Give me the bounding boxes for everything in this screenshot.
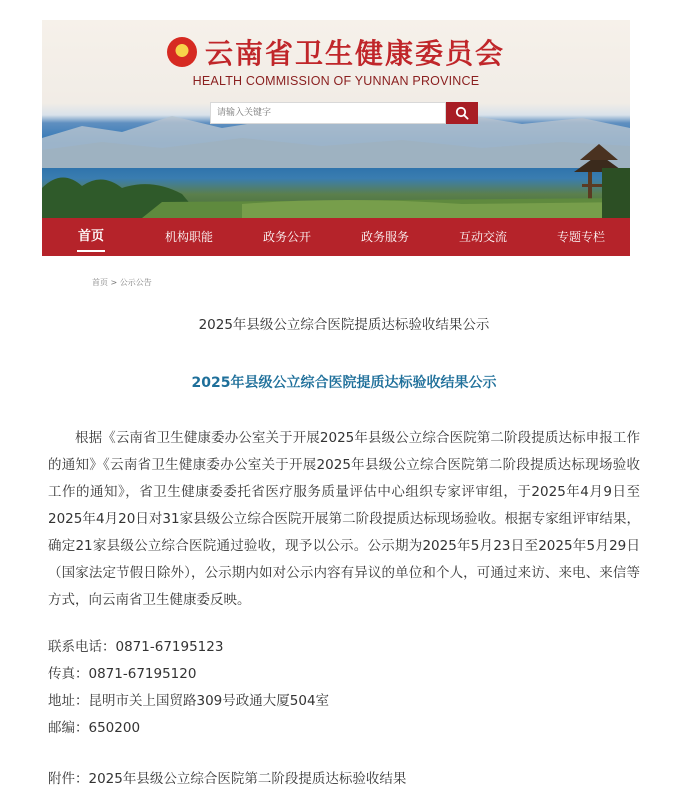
nav-item-gov-services[interactable]: 政务服务 (360, 230, 409, 244)
main-nav (42, 218, 630, 256)
breadcrumb[interactable]: 首页 > 公示公告 (92, 278, 152, 287)
contact-phone: 联系电话：0871-67195123 (48, 639, 224, 655)
search-bar (210, 102, 478, 124)
nav-item-topics[interactable]: 专题专栏 (556, 230, 605, 244)
article-title: 2025年县级公立综合医院提质达标验收结果公示 (191, 375, 497, 391)
nav-item-institution[interactable]: 机构职能 (164, 230, 213, 244)
search-icon (455, 106, 469, 120)
site-subtitle: HEALTH COMMISSION OF YUNNAN PROVINCE (192, 74, 480, 88)
nav-item-gov-affairs[interactable]: 政务公开 (262, 230, 311, 244)
search-button[interactable] (446, 102, 478, 124)
contact-postcode: 邮编：650200 (48, 720, 141, 736)
nav-item-home[interactable]: 首页 (42, 218, 140, 256)
contact-info (48, 634, 640, 742)
emblem-icon (167, 37, 197, 67)
contact-address: 地址：昆明市关上国贸路309号政通大厦504室 (48, 693, 330, 709)
search-input[interactable] (210, 102, 446, 124)
trees-foreground (42, 158, 630, 218)
attachment-link[interactable]: 附件：2025年县级公立综合医院第二阶段提质达标验收结果 (48, 771, 407, 787)
contact-fax: 传真：0871-67195120 (48, 666, 197, 682)
page-title: 2025年县级公立综合医院提质达标验收结果公示 (198, 317, 490, 333)
header-banner (42, 20, 630, 218)
nav-item-interaction[interactable]: 互动交流 (458, 230, 507, 244)
site-title: 云南省卫生健康委员会 (42, 32, 630, 72)
article-body: 根据《云南省卫生健康委办公室关于开展2025年县级公立综合医院第二阶段提质达标申报工作的通知》《云南省卫生健康委办公室关于开展2025年县级公立综合医院第二阶段提质达标现场验收工作的通知》，省卫生健康委委托省医疗服务质量评估中心组织专家评审组，于2025年4月9日至2025年4月20日对31家县级公立综合医院开展第二阶段提质达标现场验收。根据专家组评审结果，确定21家县级公立综合医院通过验收，现予以公示。公示期为2025年5月23日至2025年5月29日（国家法定节假日除外），公示期内如对公示内容有异议的单位和个人，可通过来访、来电、来信等方式，向云南省卫生健康委反映。 (48, 430, 640, 608)
